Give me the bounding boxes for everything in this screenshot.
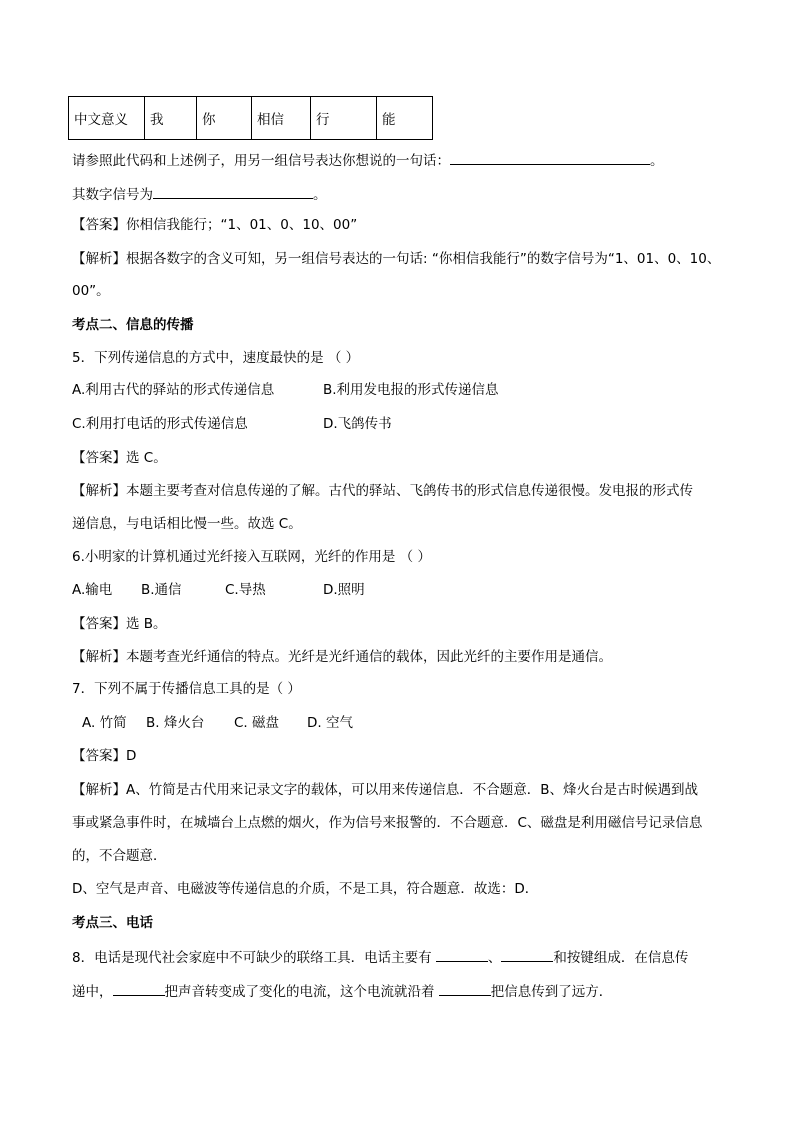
q8-text: 把信息传到了远方．: [490, 984, 613, 1000]
q4-prompt-line: [72, 150, 664, 170]
q5-answer: 【答案】选 C。: [72, 450, 167, 466]
answer-blank: [436, 947, 488, 962]
q7-option-d: D. 空气: [307, 715, 353, 731]
q6-option-a: A.输电: [72, 582, 113, 598]
q8-text: 递中，: [72, 984, 113, 1000]
q4-analysis-cont: 00”。: [72, 283, 110, 299]
answer-blank: [501, 947, 553, 962]
answer-blank: [153, 184, 313, 199]
q7-option-b: B. 烽火台: [146, 715, 205, 731]
q6-answer: 【答案】选 B。: [72, 616, 167, 632]
q7-analysis-cont: 的，不合题意．: [72, 848, 167, 864]
table-cell: 相信: [252, 97, 311, 140]
q5-option-c: C.利用打电话的形式传递信息: [72, 416, 248, 432]
table-cell: 你: [197, 97, 252, 140]
q4-signal-line: [72, 184, 327, 204]
section-heading: 考点二、信息的传播: [72, 317, 194, 333]
q6-analysis: 【解析】本题考查光纤通信的特点。光纤是光纤通信的载体，因此光纤的主要作用是通信。: [72, 649, 612, 665]
q5-option-a: A.利用古代的驿站的形式传递信息: [72, 382, 275, 398]
q6-stem: 6.小明家的计算机通过光纤接入互联网，光纤的作用是 （ ）: [72, 549, 431, 565]
code-table: [68, 96, 433, 140]
table-cell: 中文意义: [69, 97, 145, 140]
q4-prompt-text: 请参照此代码和上述例子，用另一组信号表达你想说的一句话：: [72, 153, 450, 169]
punctuation: 。: [313, 187, 327, 203]
punctuation: 。: [650, 153, 664, 169]
table-cell: 我: [145, 97, 197, 140]
q4-signal-text: 其数字信号为: [72, 187, 153, 203]
table-cell: 行: [311, 97, 377, 140]
table-row: [69, 97, 433, 140]
q7-analysis-cont: 事或紧急事件时，在城墙台上点燃的烟火，作为信号来报警的．不合题意．C、磁盘是利用磁信号记录信息: [72, 815, 703, 831]
q4-analysis: 【解析】根据各数字的含义可知，另一组信号表达的一句话: “你相信我能行”的数字信号为“1、01、0、10、: [72, 251, 721, 267]
q5-analysis-cont: 递信息，与电话相比慢一些。故选 C。: [72, 516, 302, 532]
q5-option-b: B.利用发电报的形式传递信息: [323, 382, 499, 398]
q5-option-d: D.飞鸽传书: [323, 416, 392, 432]
q8-text: 8．电话是现代社会家庭中不可缺少的联络工具．电话主要有: [72, 950, 436, 966]
q7-stem: 7．下列不属于传播信息工具的是（ ）: [72, 681, 301, 697]
q5-stem: 5．下列传递信息的方式中，速度最快的是 （ ）: [72, 350, 360, 366]
answer-blank: [439, 981, 491, 996]
q5-analysis: 【解析】本题主要考查对信息传递的了解。古代的驿站、飞鸽传书的形式信息传递很慢。发电报的形式传: [72, 483, 693, 499]
q7-analysis-cont: D、空气是声音、电磁波等传递信息的介质，不是工具，符合题意．故选：D．: [72, 881, 539, 897]
q8-text: 和按键组成．在信息传: [553, 950, 689, 966]
q6-option-c: C.导热: [225, 582, 266, 598]
q7-analysis: 【解析】A、竹简是古代用来记录文字的载体，可以用来传递信息．不合题意．B、烽火台是古时候遇到战: [72, 782, 698, 798]
answer-blank: [113, 981, 165, 996]
answer-blank: [450, 150, 650, 165]
q6-option-d: D.照明: [323, 582, 365, 598]
q4-answer: 【答案】你相信我能行；“1、01、0、10、00”: [72, 217, 358, 233]
q8-line2: [72, 981, 612, 1001]
q6-option-b: B.通信: [141, 582, 182, 598]
q7-option-c: C. 磁盘: [234, 715, 280, 731]
q7-option-a: A. 竹简: [82, 715, 127, 731]
q7-answer: 【答案】D: [72, 748, 137, 764]
q8-text: 、: [487, 950, 502, 966]
q8-line1: [72, 947, 688, 967]
section-heading: 考点三、电话: [72, 915, 153, 931]
q8-text: 把声音转变成了变化的电流，这个电流就沿着: [164, 984, 439, 1000]
table-cell: 能: [377, 97, 433, 140]
